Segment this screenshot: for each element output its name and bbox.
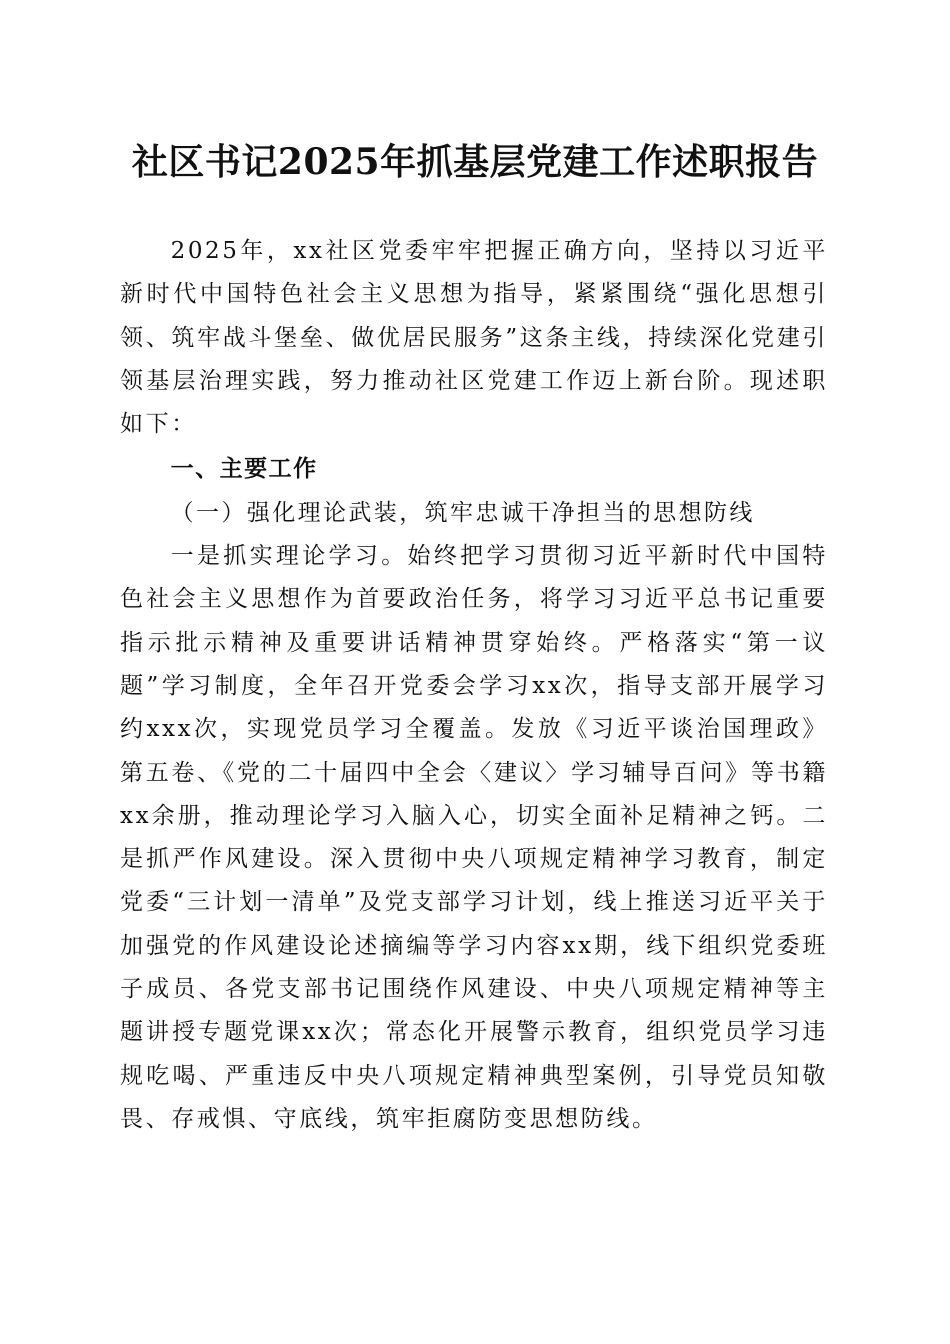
document-title: 社区书记2025年抓基层党建工作述职报告 [131, 141, 819, 183]
document-body [120, 230, 828, 1141]
subsection-heading-theory: （一）强化理论武装，筑牢忠诚干净担当的思想防线 [170, 499, 755, 526]
section-heading-main-work: 一、主要工作 [170, 456, 318, 483]
intro-paragraph: 2025年，xx社区党委牢牢把握正确方向，坚持以习近平新时代中国特色社会主义思想为指导，紧紧围绕“强化思想引领、筑牢战斗堡垒、做优居民服务”这条主线，持续深化党建引领基层治理实践，努力推动社区党建工作迈上新台阶。现述职如下： [120, 238, 828, 438]
body-paragraph: 一是抓实理论学习。始终把学习贯彻习近平新时代中国特色社会主义思想作为首要政治任务，将学习习近平总书记重要指示批示精神及重要讲话精神贯穿始终。严格落实“第一议题”学习制度，全年召开党委会学习xx次，指导支部开展学习约xxx次，实现党员学习全覆盖。发放《习近平谈治国理政》第五卷、《党的二十届四中全会〈建议〉学习辅导百问》等书籍xx余册，推动理论学习入脑入心，切实全面补足精神之钙。二是抓严作风建设。深入贯彻中央八项规定精神学习教育，制定党委“三计划一清单”及党支部学习计划，线上推送习近平关于加强党的作风建设论述摘编等学习内容xx期，线下组织党委班子成员、各党支部书记围绕作风建设、中央八项规定精神等主题讲授专题党课xx次；常态化开展警示教育，组织党员学习违规吃喝、严重违反中央八项规定精神典型案例，引导党员知敬畏、存戒惧、守底线，筑牢拒腐防变思想防线。 [120, 543, 828, 1132]
